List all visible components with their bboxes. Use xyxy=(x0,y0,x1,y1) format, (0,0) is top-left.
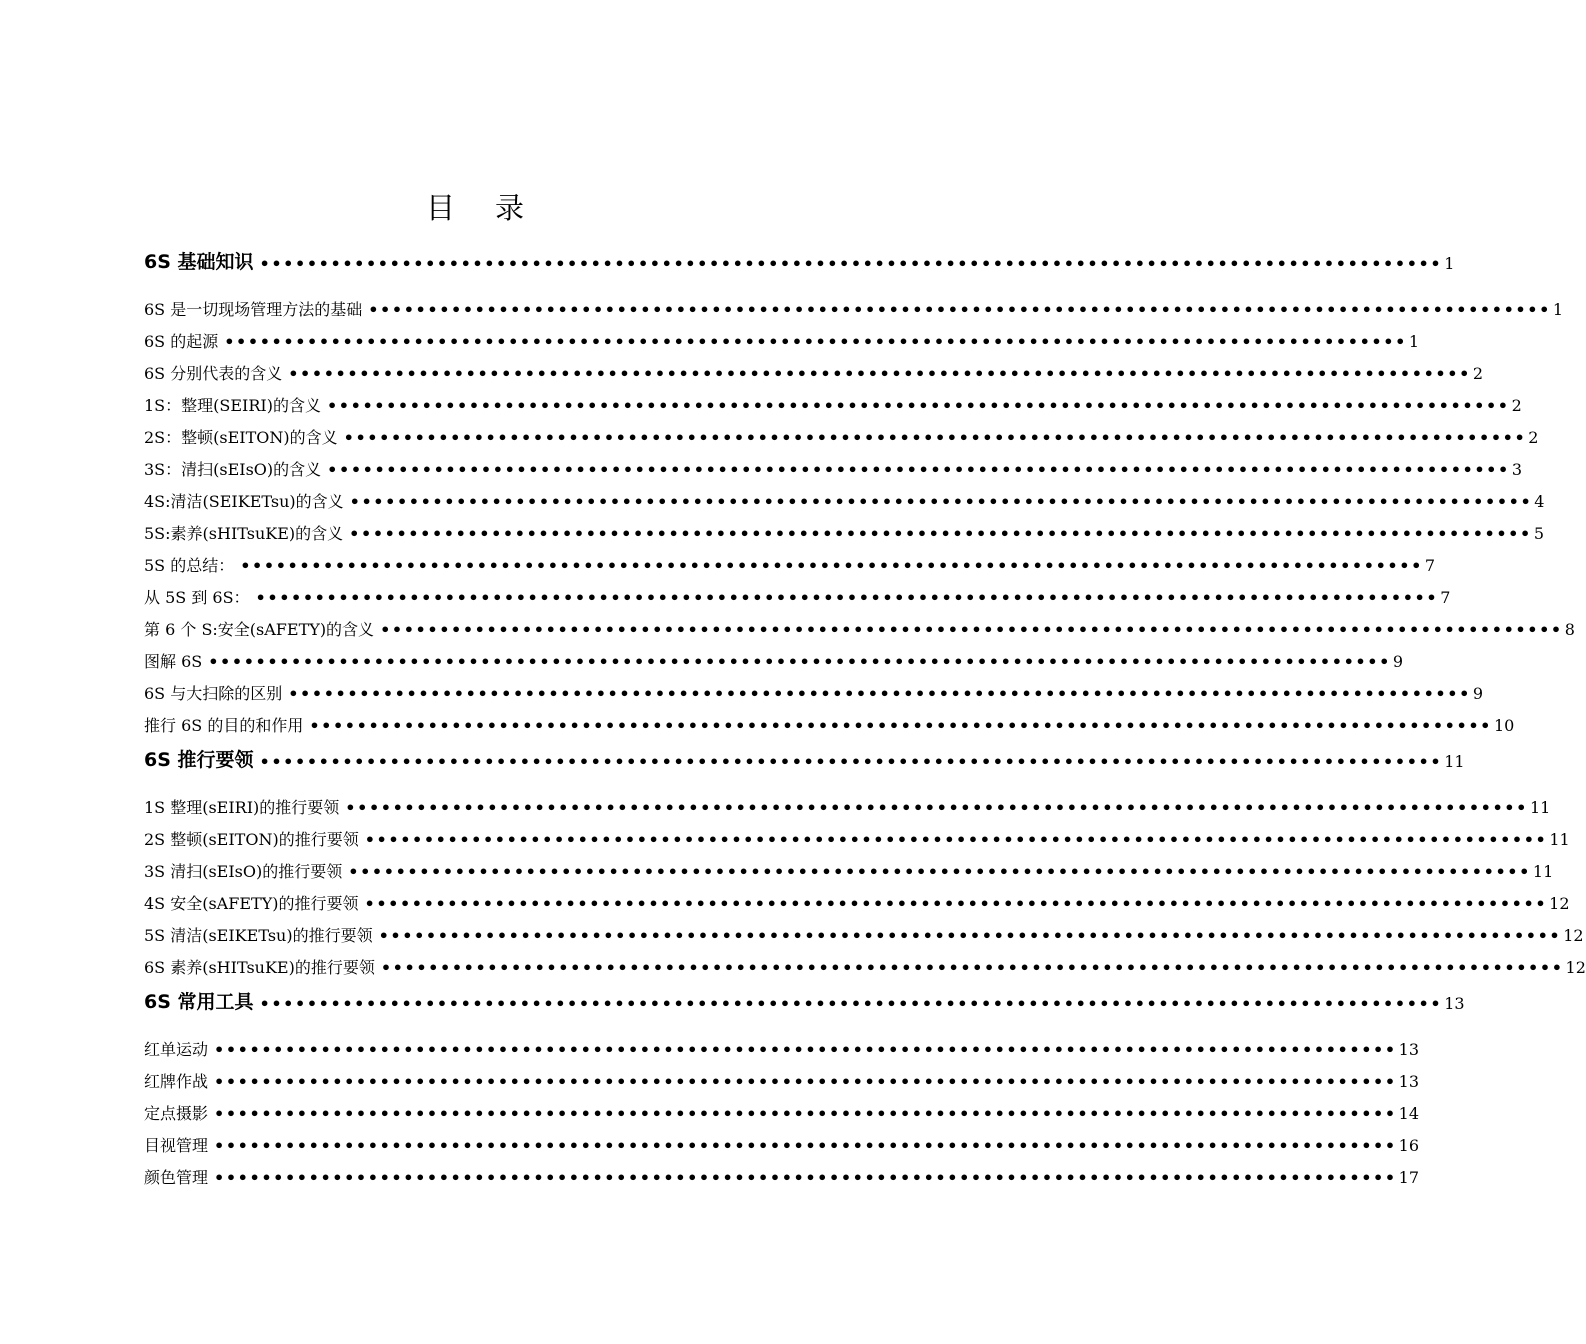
toc-page-number: 2 xyxy=(1528,428,1539,447)
dot-leader: •••••••••••••••••••••••••••••••••••••••••••••••••••••••••••••••••••••••••••••••••••••••••••••••••••• xyxy=(348,862,1531,881)
toc-entry-label: 从 5S 到 6S： xyxy=(144,588,250,607)
dot-leader: •••••••••••••••••••••••••••••••••••••••••••••••••••••••••••••••••••••••••••••••••••••••••••••••••••• xyxy=(214,1040,1397,1059)
toc-entry-label: 6S 是一切现场管理方法的基础 xyxy=(144,300,363,319)
toc-entry[interactable] xyxy=(144,1036,1420,1060)
toc-entry[interactable] xyxy=(144,552,1436,576)
toc-entry-label: 6S 的起源 xyxy=(144,332,219,351)
toc-page-number: 11 xyxy=(1532,862,1554,881)
toc-page-number: 11 xyxy=(1529,798,1551,817)
toc-entry[interactable] xyxy=(144,648,1404,672)
toc-entry-label: 定点摄影 xyxy=(144,1104,209,1123)
dot-leader: •••••••••••••••••••••••••••••••••••••••••••••••••••••••••••••••••••••••••••••••••••••••••••••••••••• xyxy=(364,894,1548,913)
toc-page-number: 9 xyxy=(1392,652,1404,671)
toc-page-number: 1 xyxy=(1408,332,1420,351)
toc-section-heading[interactable] xyxy=(144,250,1455,274)
toc-entry-label: 6S 素养(sHITsuKE)的推行要领 xyxy=(144,958,375,977)
dot-leader: •••••••••••••••••••••••••••••••••••••••••••••••••••••••••••••••••••••••••••••••••••••••••••••••••••• xyxy=(364,830,1548,849)
toc-page-number: 5 xyxy=(1533,524,1545,543)
dot-leader: •••••••••••••••••••••••••••••••••••••••••••••••••••••••••••••••••••••••••••••••••••••••••••••••••••• xyxy=(345,798,1528,817)
toc-page-number: 2 xyxy=(1472,364,1484,383)
toc-entry-label: 6S 分别代表的含义 xyxy=(144,364,283,383)
toc-entry[interactable] xyxy=(144,954,1586,978)
toc-page-number: 8 xyxy=(1564,620,1575,639)
toc-entry-label: 1S 整理(sEIRI)的推行要领 xyxy=(144,798,340,817)
toc-entry-label: 图解 6S xyxy=(144,652,203,671)
toc-page-number: 10 xyxy=(1493,716,1515,735)
toc-entry[interactable] xyxy=(144,922,1584,946)
toc-page-number: 1 xyxy=(1444,254,1455,273)
dot-leader: •••••••••••••••••••••••••••••••••••••••••••••••••••••••••••••••••••••••••••••••••••••••••••••••••••• xyxy=(214,1104,1397,1123)
toc-entry-label: 6S 基础知识 xyxy=(144,251,254,273)
toc-entry[interactable] xyxy=(144,1164,1420,1188)
toc-entry-label: 5S:素养(sHITsuKE)的含义 xyxy=(144,524,344,543)
toc-entry[interactable] xyxy=(144,890,1570,914)
toc-entry-label: 推行 6S 的目的和作用 xyxy=(144,716,304,735)
toc-page-number: 1 xyxy=(1552,300,1564,319)
toc-entry-label: 5S 清洁(sEIKETsu)的推行要领 xyxy=(144,926,373,945)
toc-entry[interactable] xyxy=(144,794,1551,818)
toc-page-number: 7 xyxy=(1440,588,1451,607)
toc-entry[interactable] xyxy=(144,392,1522,416)
toc-entry[interactable] xyxy=(144,826,1570,850)
toc-page-number: 3 xyxy=(1511,460,1523,479)
toc-entry-label: 红牌作战 xyxy=(144,1072,209,1091)
toc-entry[interactable] xyxy=(144,520,1545,544)
toc-page-number: 12 xyxy=(1563,926,1584,945)
toc-page-number: 11 xyxy=(1549,830,1570,849)
toc-entry[interactable] xyxy=(144,296,1564,320)
toc-section-heading[interactable] xyxy=(144,990,1465,1014)
toc-page-number: 7 xyxy=(1424,556,1436,575)
dot-leader: •••••••••••••••••••••••••••••••••••••••••••••••••••••••••••••••••••••••••••••••••••••••••••••••••••• xyxy=(255,588,1439,607)
dot-leader: •••••••••••••••••••••••••••••••••••••••••••••••••••••••••••••••••••••••••••••••••••••••••••••••••••• xyxy=(309,716,1492,735)
toc-page-number: 14 xyxy=(1398,1104,1420,1123)
dot-leader: •••••••••••••••••••••••••••••••••••••••••••••••••••••••••••••••••••••••••••••••••••••••••••••••••••• xyxy=(214,1168,1397,1187)
toc-page-number: 4 xyxy=(1534,492,1545,511)
toc-page-number: 13 xyxy=(1444,994,1465,1013)
dot-leader: •••••••••••••••••••••••••••••••••••••••••••••••••••••••••••••••••••••••••••••••••••••••••••••••••••• xyxy=(380,958,1564,977)
toc-entry-label: 第 6 个 S:安全(sAFETY)的含义 xyxy=(144,620,375,639)
toc-entry[interactable] xyxy=(144,1068,1420,1092)
title-char-2: 录 xyxy=(495,191,525,225)
toc-page-number: 9 xyxy=(1472,684,1484,703)
dot-leader: •••••••••••••••••••••••••••••••••••••••••••••••••••••••••••••••••••••••••••••••••••••••••••••••••••• xyxy=(259,254,1443,273)
dot-leader: •••••••••••••••••••••••••••••••••••••••••••••••••••••••••••••••••••••••••••••••••••••••••••••••••••• xyxy=(224,332,1407,351)
toc-entry[interactable] xyxy=(144,1132,1420,1156)
dot-leader: •••••••••••••••••••••••••••••••••••••••••••••••••••••••••••••••••••••••••••••••••••••••••••••••••••• xyxy=(327,460,1510,479)
toc-page-number: 13 xyxy=(1398,1040,1420,1059)
dot-leader: •••••••••••••••••••••••••••••••••••••••••••••••••••••••••••••••••••••••••••••••••••••••••••••••••••• xyxy=(288,364,1471,383)
title-char-1: 目 xyxy=(425,191,455,225)
toc-entry-label: 1S：整理(SEIRI)的含义 xyxy=(144,396,321,415)
toc-entry[interactable] xyxy=(144,616,1575,640)
toc-entry-label: 4S 安全(sAFETY)的推行要领 xyxy=(144,894,359,913)
dot-leader: •••••••••••••••••••••••••••••••••••••••••••••••••••••••••••••••••••••••••••••••••••••••••••••••••••• xyxy=(380,620,1563,639)
toc-entry[interactable] xyxy=(144,456,1523,480)
toc-page-number: 12 xyxy=(1549,894,1570,913)
toc-entry[interactable] xyxy=(144,712,1515,736)
toc-entry-label: 目视管理 xyxy=(144,1136,209,1155)
toc-section-heading[interactable] xyxy=(144,748,1465,772)
toc-entry[interactable] xyxy=(144,328,1420,352)
dot-leader: •••••••••••••••••••••••••••••••••••••••••••••••••••••••••••••••••••••••••••••••••••••••••••••••••••• xyxy=(214,1136,1397,1155)
toc-entry[interactable] xyxy=(144,424,1539,448)
toc-entry-label: 红单运动 xyxy=(144,1040,209,1059)
dot-leader: •••••••••••••••••••••••••••••••••••••••••••••••••••••••••••••••••••••••••••••••••••••••••••••••••••• xyxy=(368,300,1551,319)
toc-entry-label: 2S：整顿(sEITON)的含义 xyxy=(144,428,338,447)
toc-page-number: 13 xyxy=(1398,1072,1420,1091)
toc-entry-label: 5S 的总结： xyxy=(144,556,235,575)
dot-leader: •••••••••••••••••••••••••••••••••••••••••••••••••••••••••••••••••••••••••••••••••••••••••••••••••••• xyxy=(240,556,1423,575)
toc-page-number: 11 xyxy=(1444,752,1465,771)
toc-entry-label: 6S 常用工具 xyxy=(144,991,254,1013)
toc-entry-label: 3S 清扫(sEIsO)的推行要领 xyxy=(144,862,343,881)
toc-page-number: 12 xyxy=(1565,958,1586,977)
dot-leader: •••••••••••••••••••••••••••••••••••••••••••••••••••••••••••••••••••••••••••••••••••••••••••••••••••• xyxy=(349,492,1533,511)
toc-entry-label: 2S 整顿(sEITON)的推行要领 xyxy=(144,830,359,849)
toc-entry-label: 6S 与大扫除的区别 xyxy=(144,684,283,703)
dot-leader: •••••••••••••••••••••••••••••••••••••••••••••••••••••••••••••••••••••••••••••••••••••••••••••••••••• xyxy=(214,1072,1397,1091)
toc-entry-label: 4S:清洁(SEIKETsu)的含义 xyxy=(144,492,344,511)
dot-leader: •••••••••••••••••••••••••••••••••••••••••••••••••••••••••••••••••••••••••••••••••••••••••••••••••••• xyxy=(326,396,1510,415)
toc-entry[interactable] xyxy=(144,584,1451,608)
dot-leader: •••••••••••••••••••••••••••••••••••••••••••••••••••••••••••••••••••••••••••••••••••••••••••••••••••• xyxy=(288,684,1471,703)
toc-entry-label: 3S：清扫(sEIsO)的含义 xyxy=(144,460,322,479)
toc-entry-label: 颜色管理 xyxy=(144,1168,209,1187)
toc-page-number: 17 xyxy=(1398,1168,1420,1187)
toc-page-number: 2 xyxy=(1511,396,1522,415)
page-title xyxy=(0,186,950,227)
toc-entry[interactable] xyxy=(144,680,1484,704)
toc-entry[interactable] xyxy=(144,1100,1420,1124)
toc-entry[interactable] xyxy=(144,488,1545,512)
dot-leader: •••••••••••••••••••••••••••••••••••••••••••••••••••••••••••••••••••••••••••••••••••••••••••••••••••• xyxy=(343,428,1527,447)
dot-leader: •••••••••••••••••••••••••••••••••••••••••••••••••••••••••••••••••••••••••••••••••••••••••••••••••••• xyxy=(259,752,1443,771)
dot-leader: •••••••••••••••••••••••••••••••••••••••••••••••••••••••••••••••••••••••••••••••••••••••••••••••••••• xyxy=(378,926,1562,945)
toc-entry-label: 6S 推行要领 xyxy=(144,749,254,771)
dot-leader: •••••••••••••••••••••••••••••••••••••••••••••••••••••••••••••••••••••••••••••••••••••••••••••••••••• xyxy=(349,524,1532,543)
dot-leader: •••••••••••••••••••••••••••••••••••••••••••••••••••••••••••••••••••••••••••••••••••••••••••••••••••• xyxy=(259,994,1443,1013)
dot-leader: •••••••••••••••••••••••••••••••••••••••••••••••••••••••••••••••••••••••••••••••••••••••••••••••••••• xyxy=(208,652,1391,671)
toc-page-number: 16 xyxy=(1398,1136,1420,1155)
toc-entry[interactable] xyxy=(144,360,1484,384)
toc-entry[interactable] xyxy=(144,858,1554,882)
